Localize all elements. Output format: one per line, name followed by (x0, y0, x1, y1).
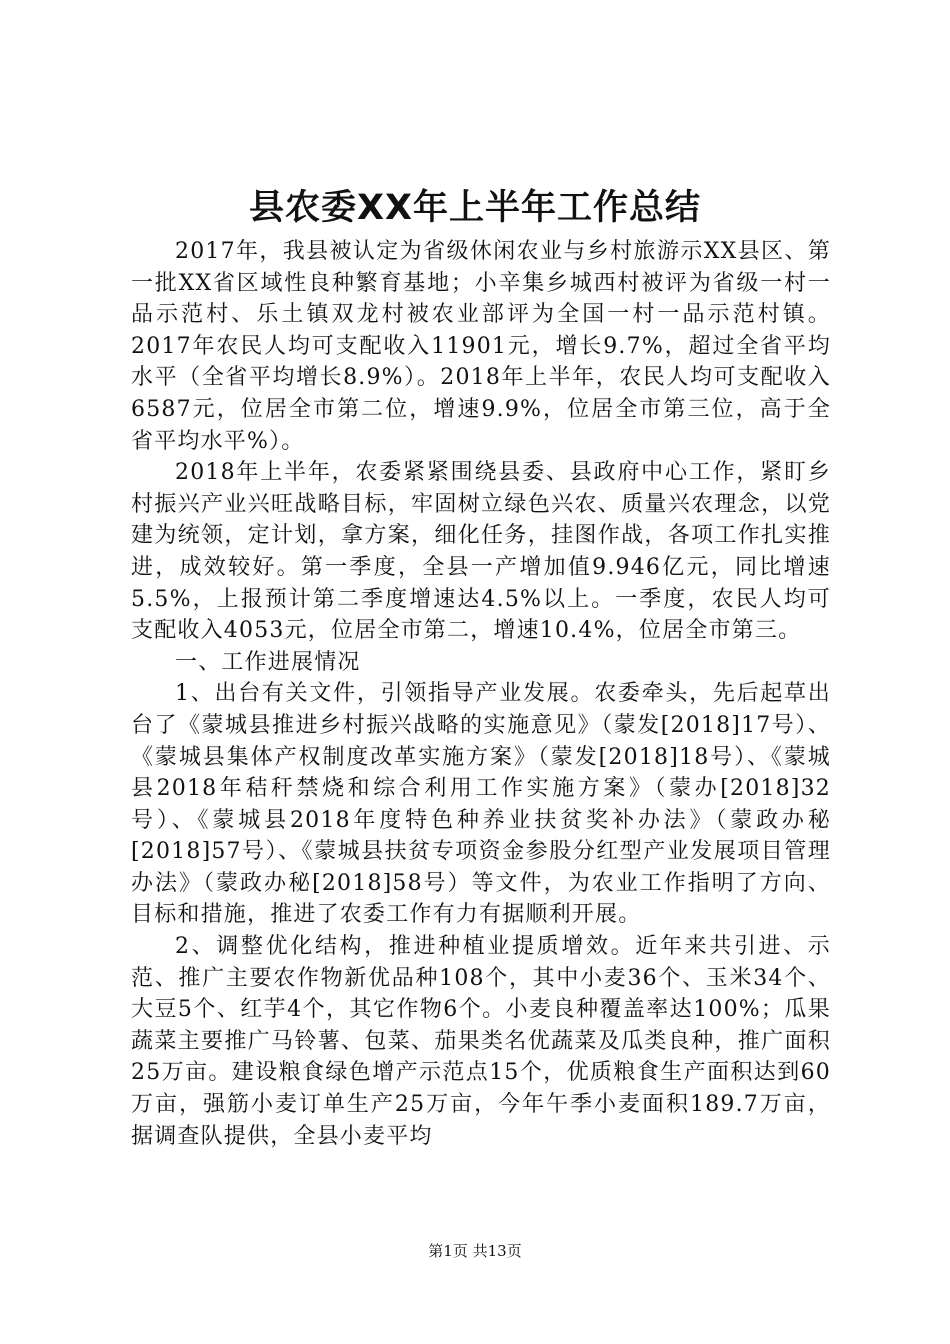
section-heading: 一、工作进展情况 (175, 649, 361, 675)
paragraph-item-1: 1、出台有关文件，引领指导产业发展。农委牵头，先后起草出台了《蒙城县推进乡村振兴战略的实施意见》（蒙发[2018]17号）、《蒙城县集体产权制度改革实施方案》（蒙发[2018]18号）、《蒙城县2018年秸秆禁烧和综合利用工作实施方案》（蒙办[2018]32号）、《蒙城县2018年度特色种养业扶贫奖补办法》（蒙政办秘[2018]57号）、《蒙城县扶贫专项资金参股分红型产业发展项目管理办法》（蒙政办秘[2018]58号）等文件，为农业工作指明了方向、目标和措施，推进了农委工作有力有据顺利开展。 (131, 681, 831, 928)
page-footer: 第1页 共13页 (428, 1242, 522, 1260)
paragraph-intro: 2017年，我县被认定为省级休闲农业与乡村旅游示XX县区、第一批XX省区域性良种繁育基地；小辛集乡城西村被评为省级一村一品示范村、乐土镇双龙村被农业部评为全国一村一品示范村镇。2017年农民人均可支配收入11901元，增长9.7%，超过全省平均水平（全省平均增长8.9%）。2018年上半年，农民人均可支配收入6587元，位居全市第二位，增速9.9%，位居全市第三位，高于全省平均水平%）。 (131, 239, 831, 454)
document-title: 县农委XX年上半年工作总结 (249, 188, 701, 228)
document-body (131, 236, 831, 1152)
paragraph-item-2: 2、调整优化结构，推进种植业提质增效。近年来共引进、示范、推广主要农作物新优品种108个，其中小麦36个、玉米34个、大豆5个、红芋4个，其它作物6个。小麦良种覆盖率达100%；瓜果蔬菜主要推广马铃薯、包菜、茄果类名优蔬菜及瓜类良种，推广面积25万亩。建设粮食绿色增产示范点15个，优质粮食生产面积达到60万亩，强筋小麦订单生产25万亩，今年午季小麦面积189.7万亩，据调查队提供，全县小麦平均 (131, 934, 831, 1149)
paragraph-summary: 2018年上半年，农委紧紧围绕县委、县政府中心工作，紧盯乡村振兴产业兴旺战略目标，牢固树立绿色兴农、质量兴农理念，以党建为统领，定计划，拿方案，细化任务，挂图作战，各项工作扎实推进，成效较好。第一季度，全县一产增加值9.946亿元，同比增速5.5%，上报预计第二季度增速达4.5%以上。一季度，农民人均可支配收入4053元，位居全市第二，增速10.4%，位居全市第三。 (131, 460, 831, 644)
